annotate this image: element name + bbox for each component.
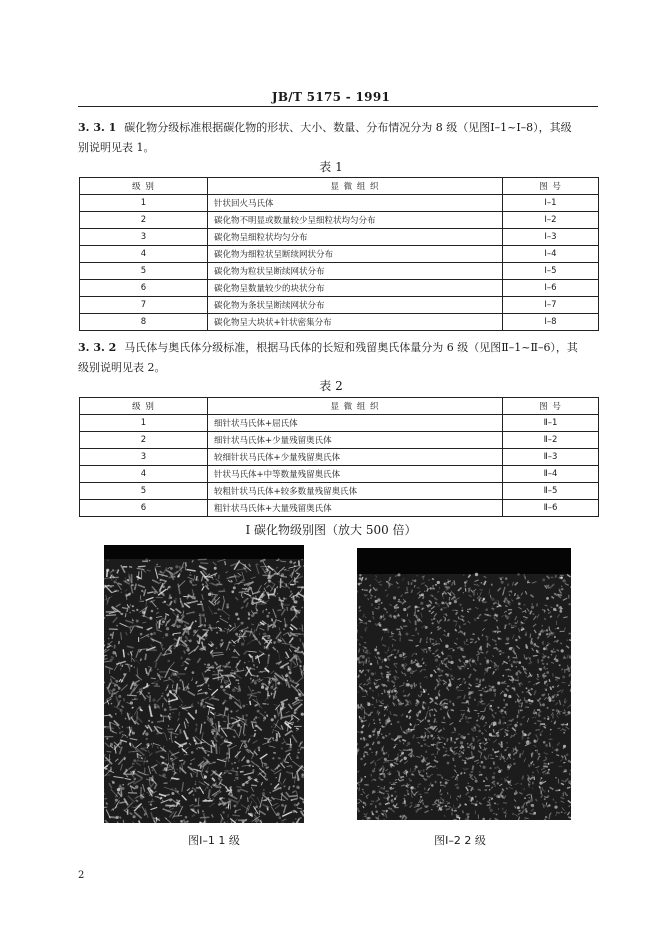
figure-cell: Ⅱ–2	[503, 432, 599, 449]
table2-caption: 表 2	[319, 379, 343, 393]
table2-header-row	[80, 398, 599, 415]
structure-cell: 碳化物呈数量较少的块状分布	[208, 280, 503, 297]
figure-cell: Ⅱ–1	[503, 415, 599, 432]
table1	[79, 177, 599, 331]
grade-cell: 3	[80, 229, 208, 246]
grade-cell: 4	[80, 466, 208, 483]
table-row	[80, 432, 599, 449]
figure-label-grade-2: 图Ⅰ–2 2 级	[434, 834, 486, 847]
grade-cell: 7	[80, 297, 208, 314]
figure-cell: Ⅰ–7	[503, 297, 599, 314]
structure-cell: 碳化物为细粒状呈断续网状分布	[208, 246, 503, 263]
structure-cell: 粗针状马氏体+大量残留奥氏体	[208, 500, 503, 517]
figure-cell: Ⅰ–2	[503, 212, 599, 229]
figure-cell: Ⅰ–1	[503, 195, 599, 212]
table-row	[80, 280, 599, 297]
table-row	[80, 483, 599, 500]
structure-cell: 细针状马氏体+屈氏体	[208, 415, 503, 432]
figure-cell: Ⅰ–8	[503, 314, 599, 331]
grade-cell: 5	[80, 263, 208, 280]
micrograph-texture-left	[104, 545, 304, 823]
section-3-3-2-paragraph	[78, 338, 598, 378]
section-3-3-2-number: 3. 3. 2	[78, 341, 117, 354]
standard-code: JB/T 5175 - 1991	[271, 90, 391, 104]
section-3-3-1-number: 3. 3. 1	[78, 121, 117, 134]
header-rule	[78, 106, 598, 107]
grade-cell: 2	[80, 432, 208, 449]
structure-cell: 细针状马氏体+少量残留奥氏体	[208, 432, 503, 449]
grade-cell: 6	[80, 500, 208, 517]
structure-cell: 较细针状马氏体+少量残留奥氏体	[208, 449, 503, 466]
section-3-3-1-line2: 别说明见表 1。	[78, 141, 155, 154]
figure-cell: Ⅰ–5	[503, 263, 599, 280]
structure-cell: 碳化物呈大块状+针状密集分布	[208, 314, 503, 331]
figure-cell: Ⅱ–4	[503, 466, 599, 483]
table1-header-grade: 级 别	[80, 178, 208, 195]
grade-cell: 2	[80, 212, 208, 229]
table-row	[80, 500, 599, 517]
structure-cell: 碳化物不明显或数量较少呈细粒状均匀分布	[208, 212, 503, 229]
table-row	[80, 195, 599, 212]
table-row	[80, 297, 599, 314]
grade-cell: 1	[80, 195, 208, 212]
micrograph-grade-2	[357, 548, 571, 820]
grade-cell: 8	[80, 314, 208, 331]
table1-header-row	[80, 178, 599, 195]
figure-cell: Ⅰ–3	[503, 229, 599, 246]
table-row	[80, 466, 599, 483]
table-row	[80, 263, 599, 280]
table-row	[80, 314, 599, 331]
structure-cell: 针状回火马氏体	[208, 195, 503, 212]
table-row	[80, 246, 599, 263]
table-row	[80, 212, 599, 229]
grade-cell: 3	[80, 449, 208, 466]
table1-caption: 表 1	[319, 160, 343, 174]
structure-cell: 较粗针状马氏体+较多数量残留奥氏体	[208, 483, 503, 500]
section-3-3-1-line1: 碳化物分级标准根据碳化物的形状、大小、数量、分布情况分为 8 级（见图Ⅰ–1~Ⅰ–8），其级	[124, 121, 572, 134]
structure-cell: 碳化物呈细粒状均匀分布	[208, 229, 503, 246]
structure-cell: 碳化物为条状呈断续网状分布	[208, 297, 503, 314]
table-row	[80, 415, 599, 432]
table1-header-figure: 图 号	[503, 178, 599, 195]
section-3-3-2-line2: 级别说明见表 2。	[78, 361, 166, 374]
figure-cell: Ⅱ–5	[503, 483, 599, 500]
section-3-3-2-line1: 马氏体与奥氏体分级标准，根据马氏体的长短和残留奥氏体量分为 6 级（见图Ⅱ–1~Ⅱ–6），其	[124, 341, 578, 354]
grade-cell: 1	[80, 415, 208, 432]
figure-cell: Ⅰ–4	[503, 246, 599, 263]
figure-cell: Ⅱ–6	[503, 500, 599, 517]
page-number: 2	[78, 870, 85, 881]
figure-label-grade-1: 图Ⅰ–1 1 级	[188, 834, 240, 847]
table-row	[80, 449, 599, 466]
table2	[79, 397, 599, 517]
table2-header-structure: 显 微 组 织	[208, 398, 503, 415]
grade-cell: 4	[80, 246, 208, 263]
structure-cell: 碳化物为粒状呈断续网状分布	[208, 263, 503, 280]
table2-header-figure: 图 号	[503, 398, 599, 415]
table2-header-grade: 级 别	[80, 398, 208, 415]
grade-cell: 5	[80, 483, 208, 500]
micrograph-texture-right	[357, 548, 571, 820]
figures-section-title: Ⅰ 碳化物级别图（放大 500 倍）	[245, 523, 417, 537]
section-3-3-1-paragraph	[78, 118, 598, 158]
table1-header-structure: 显 微 组 织	[208, 178, 503, 195]
figure-cell: Ⅱ–3	[503, 449, 599, 466]
structure-cell: 针状马氏体+中等数量残留奥氏体	[208, 466, 503, 483]
grade-cell: 6	[80, 280, 208, 297]
figure-cell: Ⅰ–6	[503, 280, 599, 297]
micrograph-grade-1	[104, 545, 304, 823]
table-row	[80, 229, 599, 246]
